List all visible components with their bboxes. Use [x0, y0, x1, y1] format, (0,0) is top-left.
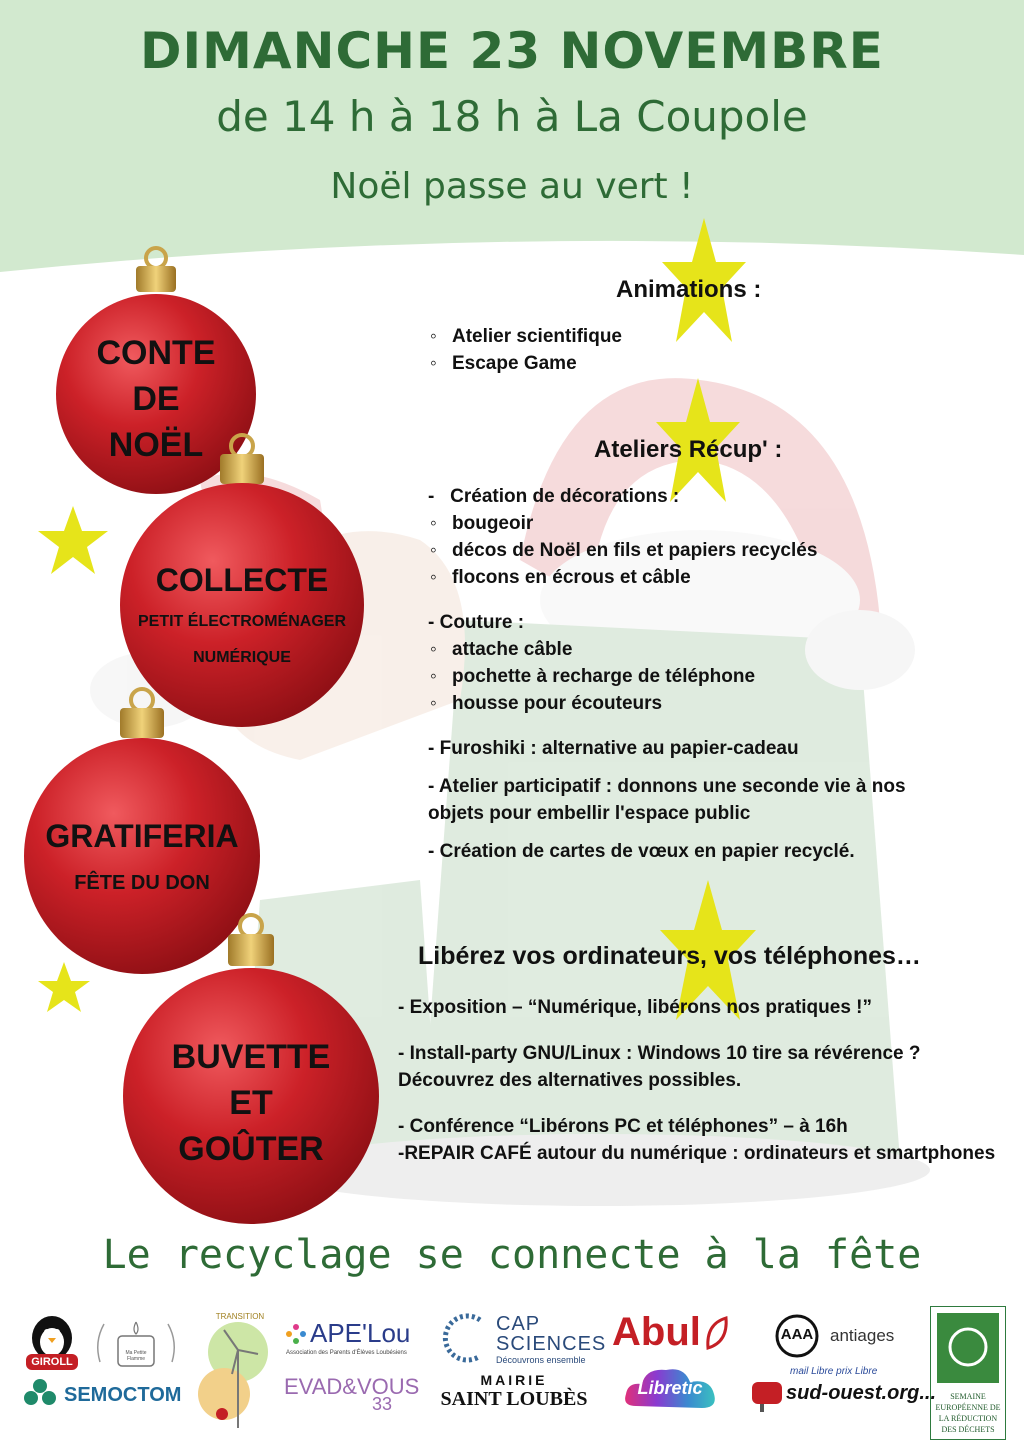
ornament-subtitle: NUMÉRIQUE	[193, 649, 291, 666]
cartes-line: - Création de cartes de vœux en papier recyclé.	[428, 841, 855, 862]
repair-line: -REPAIR CAFÉ autour du numérique : ordinateurs et smartphones	[398, 1143, 996, 1164]
evad-number: 33	[372, 1394, 393, 1414]
abul-text: Abul	[612, 1310, 701, 1354]
aaa-antiages-logo	[772, 1314, 902, 1358]
europe-stars-icon	[931, 1307, 1005, 1389]
list-item: ◦ Escape Game	[428, 350, 622, 377]
dots-icon	[440, 1310, 488, 1366]
apelou-logo	[282, 1316, 422, 1360]
ornament-line: GOÛTER	[178, 1130, 324, 1168]
list-item: ◦ flocons en écrous et câble	[428, 564, 1008, 591]
ornament-title: COLLECTE	[155, 562, 329, 598]
footer-slogan: Le recyclage se connecte à la fête	[102, 1232, 922, 1278]
cap-sciences-logo	[440, 1310, 607, 1366]
people-icon	[284, 1322, 308, 1346]
ornament-line: CONTE	[96, 334, 216, 372]
list-item: ◦ pochette à recharge de téléphone	[428, 663, 1008, 690]
participatif-line: - Atelier participatif : donnons une seconde vie à nos	[428, 776, 906, 797]
participatif-line: objets pour embellir l'espace public	[428, 803, 751, 824]
list-item: ◦ Atelier scientifique	[428, 323, 622, 350]
ornament-title: GRATIFERIA	[45, 818, 239, 854]
mairie-logo	[428, 1372, 600, 1414]
candle-icon	[90, 1312, 182, 1374]
install-line: Découvrez des alternatives possibles.	[398, 1070, 742, 1091]
ornament-text	[18, 816, 266, 898]
liberez-title: Libérez vos ordinateurs, vos téléphones…	[418, 942, 921, 970]
ornament-line: ET	[229, 1084, 273, 1122]
sud-ouest-logo	[750, 1364, 936, 1416]
list-item: ◦ attache câble	[428, 636, 1008, 663]
ornament-text	[114, 1034, 388, 1172]
ornament-text	[112, 560, 372, 676]
apelou-subtitle: Association des Parents d'Élèves Loubésiens	[286, 1350, 407, 1356]
aaa-text: AAA	[780, 1326, 814, 1343]
sud-ouest-tagline: mail Libre prix Libre	[790, 1366, 878, 1377]
ateliers-title: Ateliers Récup' :	[594, 436, 783, 463]
giroll-logo	[20, 1312, 84, 1374]
animations-list	[428, 323, 622, 377]
ateliers-content	[428, 483, 1008, 865]
list-item: ◦ bougeoir	[428, 510, 1008, 537]
serd-text: SEMAINE EUROPÉENNE DE LA RÉDUCTION DES DÉCHETS	[935, 1392, 1001, 1434]
ornament-line: DE	[132, 380, 180, 418]
animations-title: Animations :	[616, 276, 762, 303]
ornament-line: BUVETTE	[171, 1038, 331, 1076]
semoctom-text: SEMOCTOM	[64, 1384, 182, 1406]
sud-ouest-text: sud-ouest.org...	[786, 1382, 936, 1404]
ornament-subtitle: PETIT ÉLECTROMÉNAGER	[137, 613, 346, 630]
semoctom-logo	[22, 1376, 184, 1416]
abul-logo	[612, 1310, 736, 1358]
exposition-line: - Exposition – “Numérique, libérons nos pratiques !”	[398, 997, 873, 1018]
apelou-text: APE'Lou	[310, 1318, 411, 1348]
cap-text: CAP	[496, 1313, 541, 1335]
event-tagline: Noël passe au vert !	[330, 166, 694, 207]
mairie-text: MAIRIE	[480, 1372, 548, 1388]
saint-loubes-text: SAINT LOUBÈS	[440, 1388, 588, 1410]
evad-text: EVAD&VOUS	[284, 1374, 420, 1399]
evad-vous-logo	[284, 1372, 420, 1414]
couture-heading: - Couture :	[428, 612, 525, 633]
libretic-logo	[622, 1362, 718, 1412]
sciences-text: SCIENCES	[496, 1333, 607, 1355]
candle-logo	[90, 1312, 182, 1374]
install-line: - Install-party GNU/Linux : Windows 10 tire sa révérence ?	[398, 1043, 921, 1064]
star-decoration	[38, 506, 108, 574]
transition-text: TRANSITION	[215, 1312, 265, 1321]
conference-line: - Conférence “Libérons PC et téléphones” – à 16h	[398, 1116, 848, 1137]
event-date: DIMANCHE 23 NOVEMBRE	[140, 22, 884, 80]
ornament-line: NOËL	[108, 426, 204, 464]
mailbox-icon	[750, 1376, 786, 1412]
leaf-icon	[702, 1314, 732, 1354]
leaf-cluster-icon	[22, 1376, 58, 1412]
decorations-heading: - Création de décorations :	[428, 486, 680, 507]
candle-text: Ma Petite Flamme	[125, 1350, 147, 1362]
furoshiki-line: - Furoshiki : alternative au papier-cadeau	[428, 738, 799, 759]
wind-turbine-icon	[194, 1310, 270, 1436]
cap-subtitle: Découvrons ensemble	[496, 1355, 586, 1365]
liberez-content	[398, 994, 1018, 1167]
giroll-text: GIROLL	[31, 1356, 73, 1368]
antiages-text: antiages	[830, 1326, 895, 1345]
serd-logo	[930, 1306, 1006, 1440]
transition-logo	[194, 1310, 270, 1436]
ornament-subtitle: FÊTE DU DON	[74, 872, 210, 894]
event-time-place: de 14 h à 18 h à La Coupole	[216, 92, 808, 141]
libretic-text: Libretic	[637, 1378, 703, 1398]
list-item: ◦ décos de Noël en fils et papiers recyclés	[428, 537, 1008, 564]
list-item: ◦ housse pour écouteurs	[428, 690, 1008, 717]
